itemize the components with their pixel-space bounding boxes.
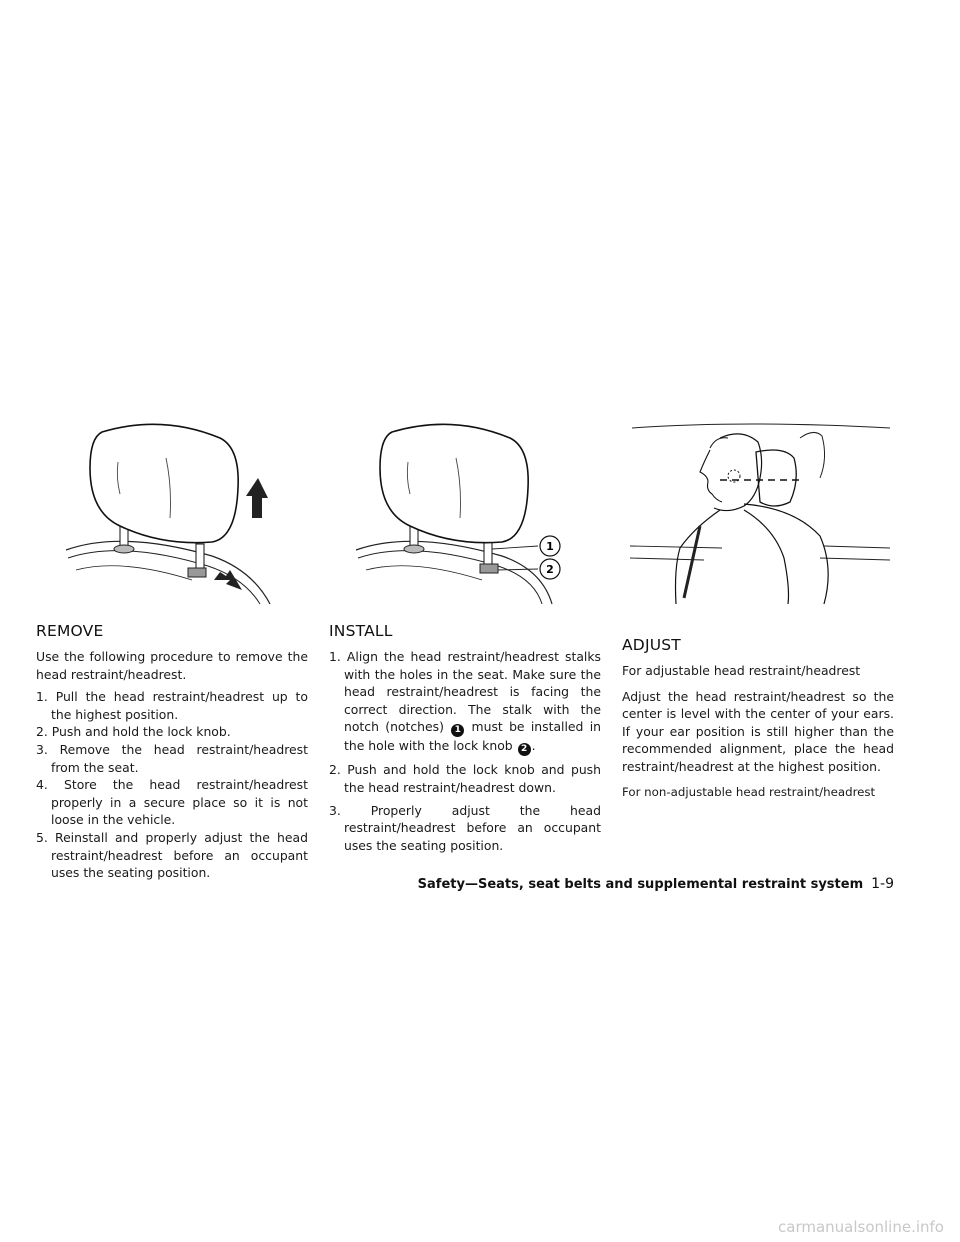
callout-1: 1 [546,540,554,553]
remove-step-4: 4. Store the head restraint/headrest properly in a secure place so it is not loose in the vehicle. [36,777,308,828]
footer-section-title: Safety—Seats, seat belts and supplemental restraint system [417,877,864,892]
install-illustration [352,418,582,608]
adjust-heading: ADJUST [622,636,681,654]
remove-steps [36,688,308,882]
install-step-2: 2. Push and hold the lock knob and push the head restraint/headrest down. [329,762,601,795]
remove-intro: Use the following procedure to remove the head restraint/headrest. [36,649,308,682]
remove-section [36,622,308,882]
adjust-illustration [624,418,894,608]
adjust-body: Adjust the head restraint/headrest so the center is level with the center of your ears. If your ear position is still higher than the recommended alignment, place the head restraint/headrest at the highest position. [622,688,894,774]
watermark: carmanualsonline.info [778,1218,944,1236]
remove-step-5: 5. Reinstall and properly adjust the head restraint/headrest before an occupant uses the seating position. [36,829,308,881]
page-number: 1-9 [871,876,894,892]
remove-step-2: 2. Push and hold the lock knob. [36,724,231,740]
install-section [329,622,601,854]
remove-step-3: 3. Remove the head restraint/headrest from the seat. [36,741,308,775]
callout-2: 2 [546,563,554,576]
install-heading: INSTALL [329,622,393,640]
install-step-3: 3. Properly adjust the head restraint/headrest before an occupant uses the seating position. [329,802,601,853]
remove-illustration [62,418,282,608]
remove-heading: REMOVE [36,622,104,640]
remove-step-1: 1. Pull the head restraint/headrest up to the highest position. [36,689,308,722]
callout-1-icon: 1 [451,724,464,737]
callout-2-icon: 2 [518,743,531,756]
adjust-subheading-adjustable: For adjustable head restraint/headrest [622,663,861,678]
adjust-subheading-non-adjustable: For non-adjustable head restraint/headrest [622,784,876,799]
adjust-section [622,636,894,801]
install-steps [329,648,601,854]
page-footer [418,876,894,892]
install-step-1: 1. Align the head restraint/headrest stalks with the holes in the seat. Make sure the head restraint/headrest is facing the correct direction. The stalk with the notch (notches) 1 must be installed in the hole with the lock knob 2 . [329,649,601,755]
